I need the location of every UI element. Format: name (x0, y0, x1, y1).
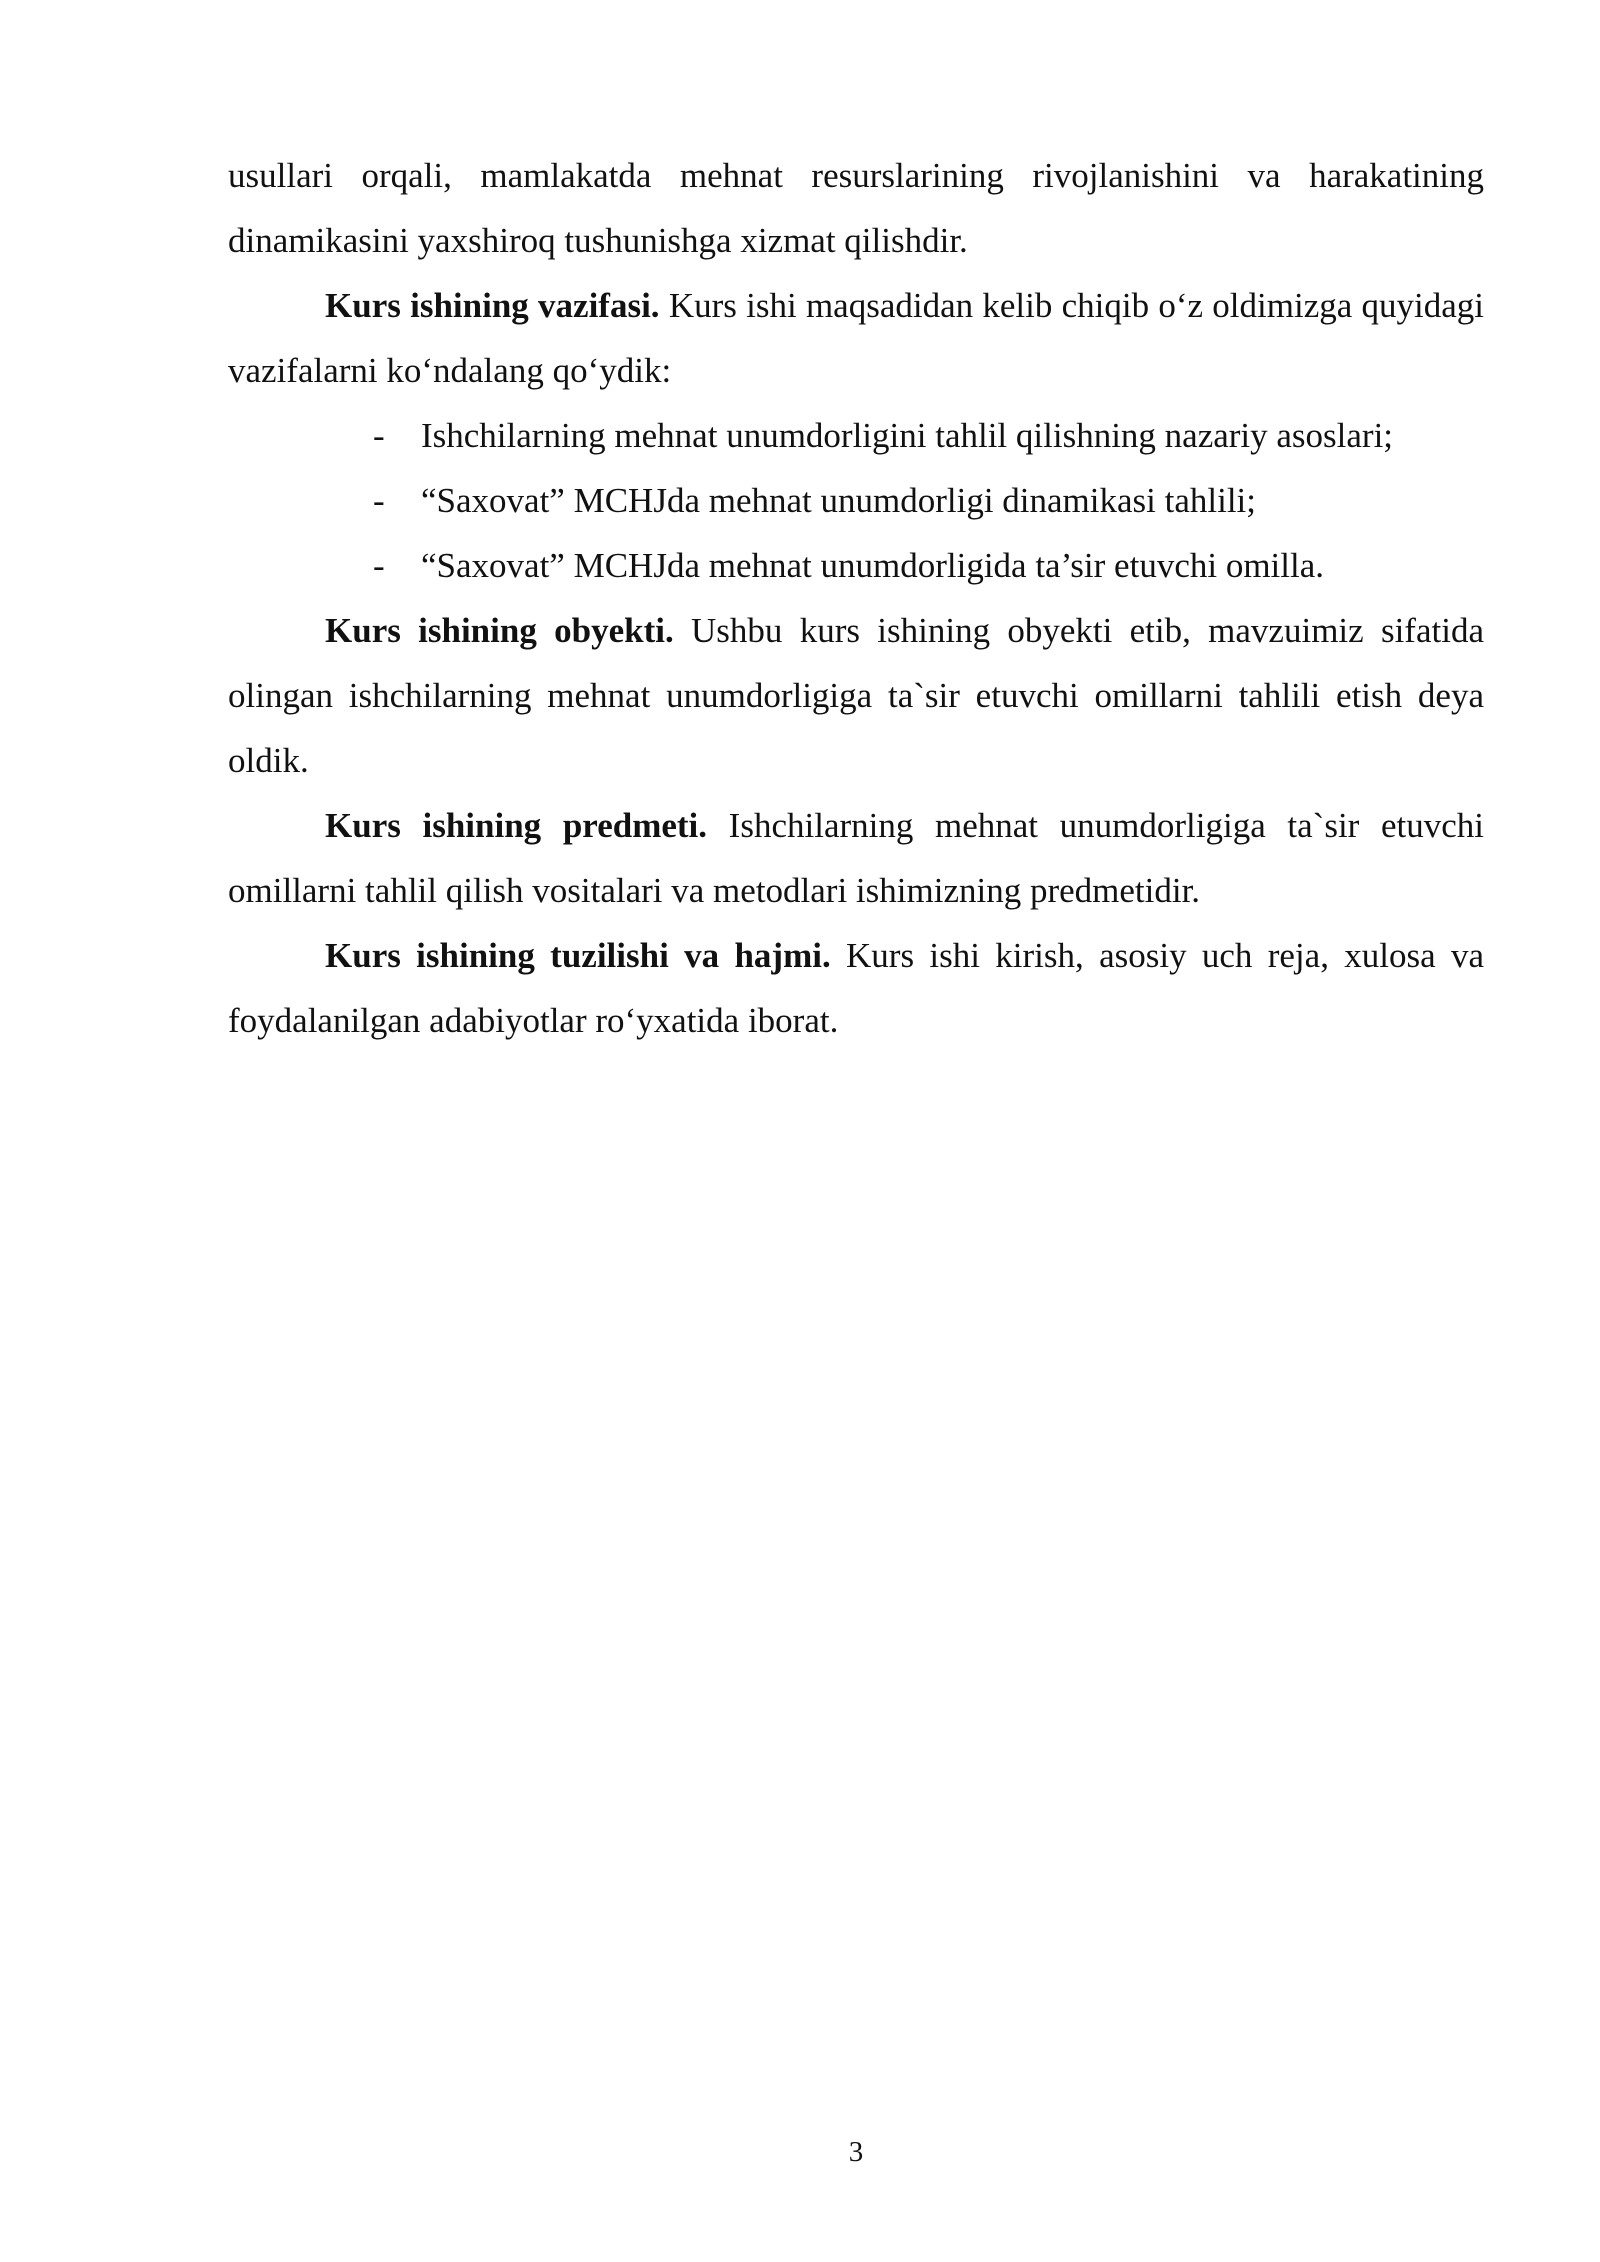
paragraph-text: Kurs ishi kirish, asosiy uch reja, xulosa va foydalanilgan adabiyotlar ro‘yxatida iborat. (228, 936, 1484, 1040)
page-number: 3 (848, 2136, 864, 2168)
list-item-text: “Saxovat” MCHJda mehnat unumdorligi dinamikasi tahlili; (421, 481, 1257, 520)
paragraph-structure (228, 923, 1484, 1053)
paragraph-tasks (228, 273, 1484, 403)
paragraph-heading: Kurs ishining tuzilishi va hajmi. (325, 936, 831, 975)
list-item-text: Ishchilarning mehnat unumdorligini tahlil qilishning nazariy asoslari; (421, 416, 1394, 455)
dash-marker: - (373, 481, 385, 520)
paragraph-heading: Kurs ishining predmeti. (325, 806, 708, 845)
list-item (228, 403, 1484, 468)
paragraph-text: Ishchilarning mehnat unumdorligiga ta`sir etuvchi omillarni tahlil qilish vositalari va metodlari ishimizning predmetidir. (228, 806, 1484, 910)
paragraph-text: Ushbu kurs ishining obyekti etib, mavzuimiz sifatida olingan ishchilarning mehnat unumdorligiga ta`sir etuvchi omillarni tahlili etish deya oldik. (228, 611, 1484, 780)
dash-marker: - (373, 416, 385, 455)
list-item-text: “Saxovat” MCHJda mehnat unumdorligida ta’sir etuvchi omilla. (421, 546, 1325, 585)
paragraph-object (228, 598, 1484, 793)
dash-marker: - (373, 546, 385, 585)
paragraph-subject (228, 793, 1484, 923)
paragraph-text: Kurs ishi maqsadidan kelib chiqib o‘z oldimizga quyidagi vazifalarni ko‘ndalang qo‘ydik: (228, 286, 1484, 390)
list-item (228, 468, 1484, 533)
page-body (228, 143, 1484, 1053)
task-list (228, 403, 1484, 598)
paragraph-text: usullari orqali, mamlakatda mehnat resurslarining rivojlanishini va harakatining dinamikasini yaxshiroq tushunishga xizmat qilishdir. (228, 156, 1484, 260)
list-item (228, 533, 1484, 598)
paragraph-heading: Kurs ishining obyekti. (325, 611, 674, 650)
paragraph-intro-continuation (228, 143, 1484, 273)
paragraph-heading: Kurs ishining vazifasi. (325, 286, 660, 325)
